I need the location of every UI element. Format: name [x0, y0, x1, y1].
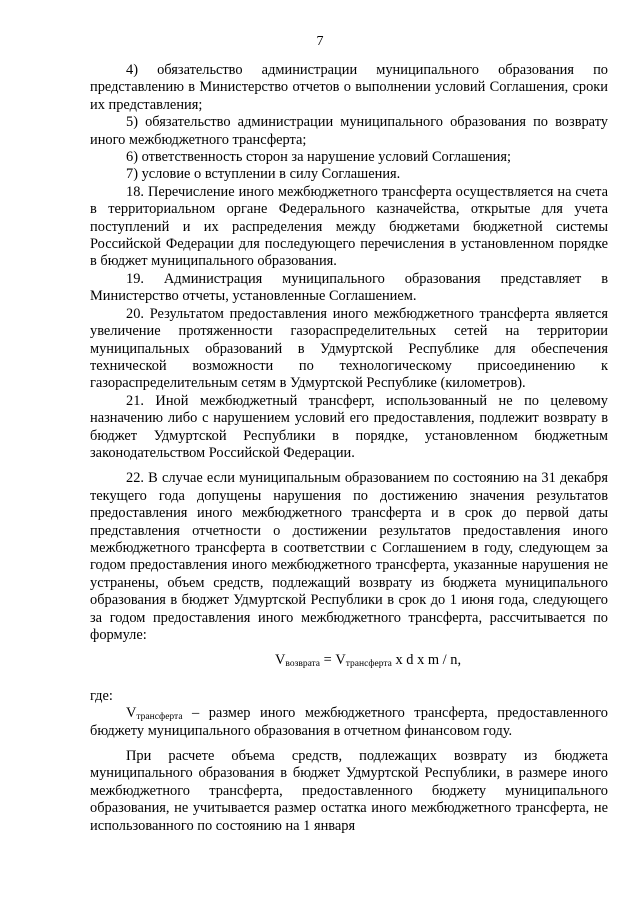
- definition-sub: трансферта: [136, 712, 183, 723]
- paragraph-item-7: 7) условие о вступлении в силу Соглашения.: [126, 166, 401, 183]
- paragraph-18: 18. Перечисление иного межбюджетного трансферта осуществляется на счета в территориальном органе Федерального казначейства, открытые для учета поступлений и их распределения между бюджетами бюджетной системы Российской Федерации для последующего перечисления в установленном порядке в бюджет муниципального образования.: [90, 183, 608, 270]
- formula-sub-return: возврата: [285, 659, 321, 670]
- paragraph-19: 19. Администрация муниципального образования представляет в Министерство отчеты, установленные Соглашением.: [90, 270, 608, 305]
- paragraph-item-5: 5) обязательство администрации муниципального образования по возврату иного межбюджетного трансферта;: [90, 114, 608, 148]
- paragraph-20: 20. Результатом предоставления иного межбюджетного трансферта является увеличение протяженности газораспределительных сетей на территории муниципальных образований в Удмуртской Республике для обеспечения технической возможности по технологическому присоединению к газораспределительным сетям в Удмуртской Республике (километров).: [90, 305, 608, 392]
- paragraph-item-6: 6) ответственность сторон за нарушение условий Соглашения;: [126, 149, 511, 166]
- definition-text: – размер иного межбюджетного трансферта, предоставленного бюджету муниципального образования в отчетном финансовом году.: [90, 705, 608, 739]
- paragraph-item-4: 4) обязательство администрации муниципального образования по представлению в Министерство отчетов о выполнении условий Соглашения, сроки их представления;: [90, 62, 608, 113]
- formula-equals: =: [320, 652, 336, 669]
- page-number: 7: [316, 34, 324, 49]
- formula-sub-transfer: трансферта: [345, 659, 392, 670]
- definition-v-transfer: [90, 705, 608, 740]
- paragraph-calculation-note: При расчете объема средств, подлежащих возврату из бюджета муниципального образования в бюджет Удмуртской Республики, в размере иного межбюджетного трансферта, предоставленного бюджету муниципального образования, не учитывается размер остатка иного межбюджетного трансферта, не использованного по состоянию на 1 января: [90, 748, 608, 834]
- formula-var-v-transfer: V: [335, 652, 346, 669]
- definition-var: V: [126, 705, 137, 722]
- where-label: где:: [90, 687, 113, 704]
- return-formula: [90, 652, 608, 669]
- paragraph-22: 22. В случае если муниципальным образованием по состоянию на 31 декабря текущего года допущены нарушения по достижению значения результатов предоставления иного межбюджетного трансферта и в срок до первой даты представления отчетности о достижении результатов предоставления иного межбюджетного трансферта в соответствии с Соглашением в году, следующем за годом предоставления иного межбюджетного трансферта, указанные нарушения не устранены, объем средств, подлежащий возврату из бюджета муниципального образования в бюджет Удмуртской Республики в срок до 1 июня года, следующего за годом предоставления иного межбюджетного трансферта, рассчитывается по формуле:: [90, 470, 608, 643]
- paragraph-21: 21. Иной межбюджетный трансферт, использованный не по целевому назначению либо с нарушением условий его предоставления, подлежит возврату в бюджет Удмуртской Республики в порядке, установленном бюджетным законодательством Российской Федерации.: [90, 392, 608, 461]
- formula-var-v: V: [275, 652, 286, 669]
- formula-rest: x d x m / n,: [391, 652, 462, 669]
- document-body: [90, 62, 608, 835]
